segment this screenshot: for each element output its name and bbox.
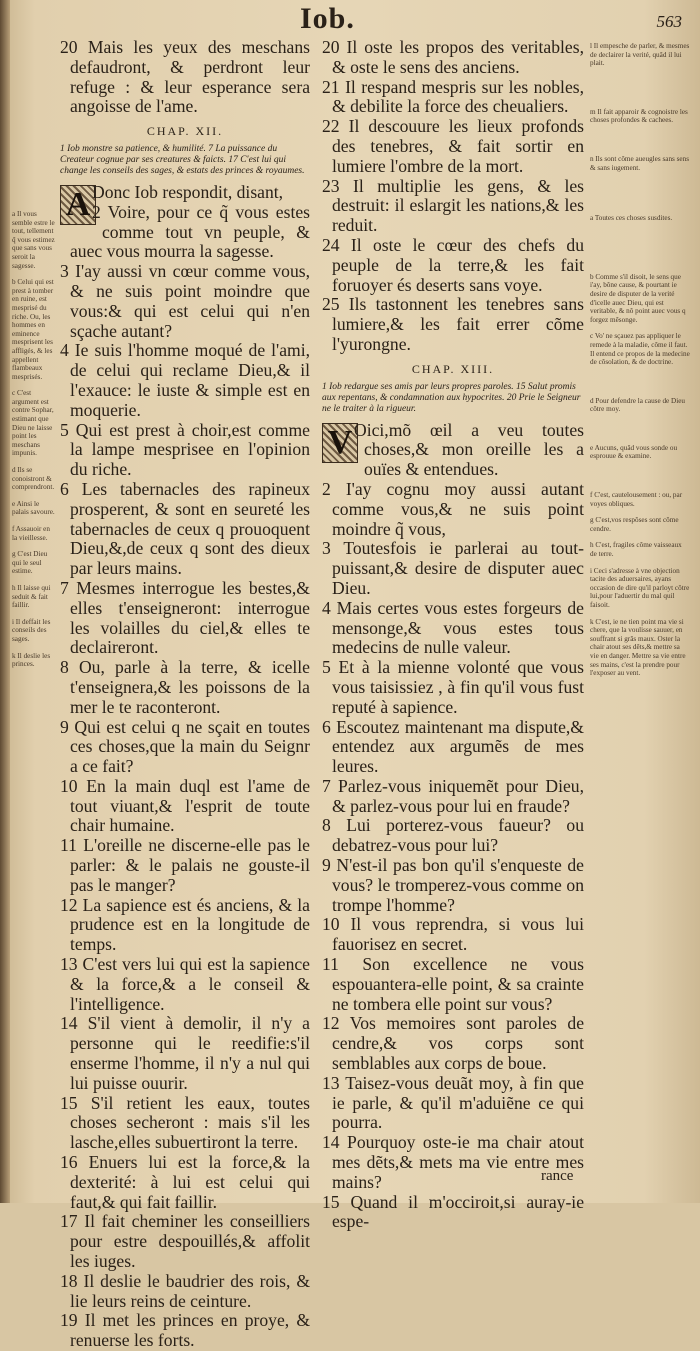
- verse: 6 Escoutez maintenant ma dispute,& entendez aux argumẽs de mes leures.: [322, 716, 584, 777]
- verse: 14 Pourquoy oste-ie ma chair atout mes dẽts,& mets ma vie entre mes mains?: [322, 1132, 584, 1192]
- verse: 15 Quand il m'occiroit,si auray-ie espe-: [322, 1191, 584, 1232]
- verse: 15 S'il retient les eaux, toutes choses secheront : mais s'il les lasche,elles subuertiront la terre.: [60, 1092, 310, 1153]
- margin-note: m Il fait apparoir & cognoistre les choses profondes & cachees.: [590, 107, 688, 125]
- margin-note: c C'est argument est contre Sophar, estimant que Dieu ne laisse point les meschans impunis.: [12, 389, 54, 458]
- book-title: Iob.: [300, 2, 355, 35]
- verse: 5 Qui est prest à choir,est comme la lampe mesprisee en l'opinion du riche.: [60, 419, 310, 480]
- margin-note: n Ils sont cõme aueugles sans sens & sans iugement.: [590, 154, 690, 172]
- right-column: [322, 38, 584, 1232]
- margin-note: f Assauoir en la vieillesse.: [12, 525, 50, 542]
- verse: 18 Il deslie le baudrier des rois, & lie leurs reins de ceinture.: [60, 1270, 310, 1311]
- catchword: rance: [541, 1168, 574, 1184]
- page-number: 563: [656, 12, 682, 31]
- margin-note: k Il deslie les princes.: [12, 651, 51, 669]
- margin-note: d Pour defendre la cause de Dieu cõtre moy.: [590, 396, 685, 414]
- verse: 7 Mesmes interrogue les bestes,& elles t'enseigneront: interrogue les volailles du ciel,& elles te declaireront.: [60, 577, 310, 658]
- margin-note: b Celui qui est prest à tomber en ruine, est mesprisé du riche. Ou, les hommes en eminence mesprisent les affligés, & les appellent flambeaux mesprisés.: [12, 278, 54, 381]
- verse: 12 La sapience est és anciens, & la prudence est en la longitude de temps.: [60, 894, 310, 955]
- margin-note: b Comme s'il disoit, le sens que i'ay, bõne cause, & pourtant ie desire de disputer de la verité d'icelle auec Dieu, qui est veritable, & nõ point auec vous q forgez mẽsonge.: [590, 272, 686, 324]
- chapter-summary: 1 Iob monstre sa patience, & humilité. 7 La puissance du Createur cognue par ses creatures & faicts. 17 C'est lui qui change les conseils des sages, & estats des princes & royaumes.: [60, 143, 305, 176]
- verse: 6 Les tabernacles des rapineux prosperent, & sont en seureté les tabernacles de ceux q prouoquent Dieu,&,de ceux q sont des dieux par leurs mains.: [60, 478, 310, 579]
- left-margin-notes: [12, 210, 56, 677]
- verse: 11 Son excellence ne vous espouantera-elle point, & sa crainte ne tombera elle point sur vous?: [322, 954, 584, 1014]
- verse: 2 I'ay cognu moy aussi autant comme vous,& ne suis point moindre q̃ vous,: [322, 478, 584, 539]
- margin-note: f C'est, cautelousement : ou, par voyes obliques.: [590, 491, 683, 508]
- verse: 7 Parlez-vous iniquemẽt pour Dieu, & parlez-vous pour lui en fraude?: [322, 775, 584, 816]
- verse: 12 Vos memoires sont paroles de cendre,& vos corps sont semblables aux corps de boue.: [322, 1013, 584, 1074]
- dropcap-initial: A: [60, 185, 96, 225]
- margin-note: h C'est, fragiles cõme vaisseaux de terre.: [590, 541, 682, 559]
- margin-note: a Il vous semble estre le tout, tellement q̃ vous estimez que sans vous seroit la sagesse.: [12, 210, 55, 270]
- margin-note: a Toutes ces choses susdites.: [590, 214, 673, 223]
- margin-note: g C'est Dieu qui le seul estime.: [12, 550, 48, 576]
- verse: 10 En la main duql est l'ame de tout viuant,& l'esprit de toute chair humaine.: [60, 775, 310, 836]
- verse: 13 C'est vers lui qui est la sapience & la force,& a le conseil & l'intelligence.: [60, 954, 310, 1014]
- verse: 3 Toutesfois ie parlerai au tout-puissant,& desire de disputer auec Dieu.: [322, 538, 584, 598]
- verse: 8 Ou, parle à la terre, & icelle t'enseignera,& les poissons de la mer le te raconteront.: [60, 657, 310, 717]
- verse: 9 Qui est celui q ne sçait en toutes ces choses,que la main du Seignr a ce fait?: [60, 716, 310, 777]
- verse: 22 Il descouure les lieux profonds des tenebres, & fait sortir en lumiere l'ombre de la mort.: [322, 116, 584, 176]
- verse: 4 Mais certes vous estes forgeurs de mensonge,& vous estes tous medecins de nulle valeur.: [322, 597, 584, 658]
- verse: 3 I'ay aussi vn cœur comme vous, & ne suis point moindre que vous:& qui est celui qui n'en sçache autant?: [60, 261, 310, 341]
- verse: 16 Enuers lui est la force,& la dexterité: à lui est celui qui faut,& qui fait faillir.: [60, 1152, 310, 1212]
- verse: 20 Il oste les propos des veritables, & oste le sens des anciens.: [322, 37, 584, 77]
- margin-note: k C'est, ie ne tien point ma vie si chere, que la voulisse sauuer, en souffrant si grãs maux. Oster la chair atout ses dẽts,& mettre sa vie en danger. Mettre sa vie entre ses mains, c'est la prendre pour l'exposer au vent.: [590, 617, 686, 678]
- margin-note: i Ceci s'adresse à vne objection tacite des aduersaires, ayans occasion de dire qu'il parloyt cõtre lui,pour l'aduertir du mal quil faisoit.: [590, 566, 690, 609]
- margin-note: c Vo' ne sçauez pas appliquer le remede à la maladie, cõme il faut. Il entend ce propos de la medecine de cõsolation, & de doctrine.: [590, 332, 690, 367]
- margin-note: e Ainsi le palais savoure.: [12, 499, 55, 517]
- verse: 8 Lui porterez-vous faueur? ou debatrez-vous pour lui?: [322, 815, 584, 856]
- right-margin-notes: [590, 42, 690, 686]
- verse: 25 Ils tastonnent les tenebres sans lumiere,& les fait errer cõme l'yurongne.: [322, 294, 584, 354]
- margin-note: d Ils se conoistront & comprendront.: [12, 466, 55, 492]
- verse: 17 Il fait cheminer les conseilliers pour estre despouillés,& affolit les iuges.: [60, 1211, 310, 1272]
- chapter-summary: 1 Iob redargue ses amis par leurs propres paroles. 15 Salut promis aux repentans, & condamnation aux hypocrites. 20 Prie le Seigneur ne le traiter à la rigueur.: [322, 381, 581, 414]
- dropcap-initial: V: [322, 423, 358, 463]
- verse: Donc Iob respondit, disant,: [92, 181, 284, 202]
- margin-note: l Il empesche de parler, & mesmes de declairer la verité, quãd il lui plait.: [590, 42, 690, 68]
- margin-note: g C'est,vos respõses sont cõme cendre.: [590, 516, 679, 533]
- margin-note: e Aucuns, quãd vous sonde ou esprouue & examine.: [590, 443, 678, 461]
- verse: 2 Voire, pour ce q̃ vous estes comme tout vn peuple, & auec vous mourra la sagesse.: [70, 201, 310, 262]
- verse: Oici,mõ œil a veu toutes choses,& mon oreille les a ouïes & entendues.: [354, 419, 584, 480]
- verse: 24 Il oste le cœur des chefs du peuple de la terre,& les fait foruoyer és deserts sans voye.: [322, 234, 584, 295]
- verse: 4 Ie suis l'homme moqué de l'ami, de celui qui reclame Dieu,& il l'exauce: le iuste & simple est en moquerie.: [60, 340, 310, 420]
- verse: 20 Mais les yeux des meschans defaudront, & perdront leur refuge : & leur esperance sera angoisse de l'ame.: [60, 37, 310, 117]
- verse: 11 L'oreille ne discerne-elle pas le parler: & le palais ne gouste-il pas le manger?: [60, 835, 310, 895]
- verse: 5 Et à la mienne volonté que vous vous taisissiez , à fin qu'il vous fust reputé à sapience.: [322, 657, 584, 717]
- verse: 10 Il vous reprendra, si vous lui fauorisez en secret.: [322, 914, 584, 955]
- verse: 21 Il respand mespris sur les nobles, & debilite la force des cheualiers.: [322, 76, 584, 117]
- margin-note: i Il deffait les conseils des sages.: [12, 617, 51, 643]
- left-column: [60, 38, 310, 1351]
- verse: 19 Il met les princes en proye, & renuerse les forts.: [60, 1310, 310, 1351]
- margin-note: h Il laisse qui seduit & fait faillir.: [12, 583, 51, 610]
- chapter-heading: CHAP. XIII.: [411, 361, 495, 376]
- verse: 23 Il multiplie les gens, & les destruit: il eslargit les nations,& les reduit.: [322, 175, 584, 236]
- verse: 14 S'il vient à demolir, il n'y a personne qui le reedifie:s'il enserme l'homme, il n'y a nul qui lui puisse ouurir.: [60, 1013, 310, 1093]
- chapter-heading: CHAP. XII.: [146, 124, 224, 139]
- verse: 9 N'est-il pas bon qu'il s'enqueste de vous? le tromperez-vous comme on trompe l'homme?: [322, 855, 584, 915]
- verse: 13 Taisez-vous deuãt moy, à fin que ie parle, & qu'il m'aduiẽne ce qui pourra.: [322, 1072, 584, 1133]
